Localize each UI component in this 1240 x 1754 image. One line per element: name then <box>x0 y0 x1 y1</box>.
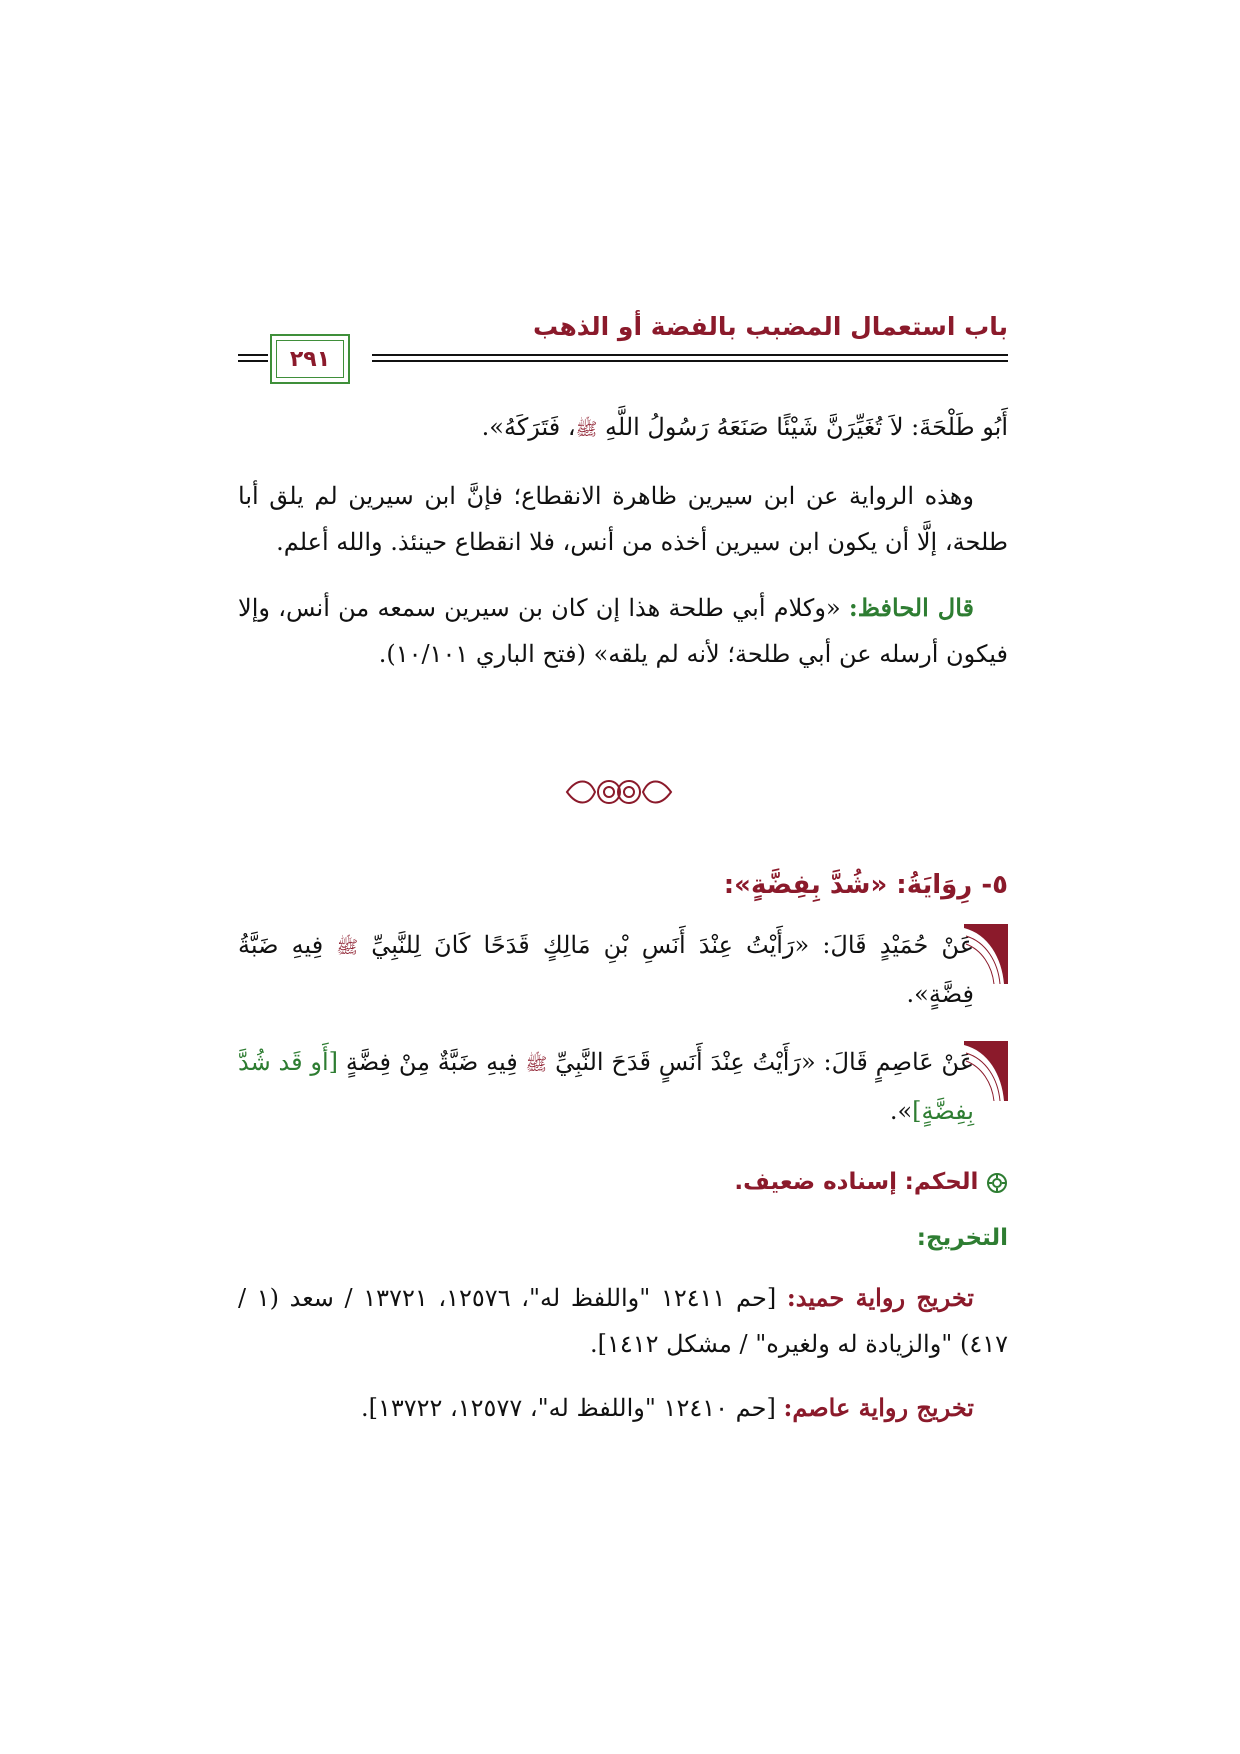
header-rule-top <box>372 354 1008 356</box>
takhrij2-label: تخريج رواية عاصم: <box>783 1393 974 1422</box>
header-rule-left-top <box>238 354 268 356</box>
takhrij-asim <box>238 1385 1008 1431</box>
hadith2-addition: [أَو قَد شُدَّ بِفِضَّةٍ] <box>238 1048 974 1125</box>
hukm-label: الحكم: <box>904 1169 979 1195</box>
takhrij-humaid <box>238 1275 1008 1367</box>
paragraph-hafiz <box>238 585 1008 677</box>
chapter-title: باب استعمال المضبب بالفضة أو الذهب <box>533 312 1008 341</box>
corner-ornament <box>964 924 1008 984</box>
hafiz-label: قال الحافظ: <box>848 593 974 622</box>
honorific-glyph: ﷺ <box>575 419 598 440</box>
paragraph-commentary: وهذه الرواية عن ابن سيرين ظاهرة الانقطاع؛ فإنَّ ابن سيرين لم يلق أبا طلحة، إلَّا أن يكون ابن سيرين أخذه من أنس، فلا انقطاع حينئذ. والله أعلم. <box>238 482 1008 556</box>
hadith1-part-a: عَنْ حُمَيْدٍ قَالَ: «رَأَيْتُ عِنْدَ أَنَسِ بْنِ مَالِكٍ قَدَحًا كَانَ لِلنَّبِيِّ <box>371 931 975 959</box>
honorific-glyph: ﷺ <box>525 1054 548 1075</box>
ornament-divider <box>559 770 679 814</box>
paragraph-hadith-end <box>238 404 1008 453</box>
header-rule-bottom <box>372 360 1008 362</box>
hadith2-end: ». <box>889 1097 913 1125</box>
p1-end: ، فَتَرَكَهُ». <box>481 413 576 441</box>
p1-text: أَبُو طَلْحَةَ: لاَ تُغَيِّرَنَّ شَيْئًا صَنَعَهُ رَسُولُ اللَّهِ <box>605 413 1008 441</box>
takhrij2-text: [حم ١٢٤١٠ "واللفظ له"، ١٢٥٧٧، ١٣٧٢٢]. <box>360 1394 776 1422</box>
takhrij1-text: [حم ١٢٤١١ "واللفظ له"، ١٢٥٧٦، ١٣٧٢١ / سعد (١ / ٤١٧) "والزيادة له ولغيره" / مشكل ١٤١٢]. <box>238 1284 1008 1358</box>
hadith2-part-b: فِيهِ ضَبَّةٌ مِنْ فِضَّةٍ <box>345 1048 518 1076</box>
hadith-humaid-text <box>238 922 974 1017</box>
hadith-humaid <box>238 922 1008 1017</box>
hadith-asim-text <box>238 1039 974 1134</box>
hadith2-part-a: عَنْ عَاصِمٍ قَالَ: «رَأَيْتُ عِنْدَ أَنَسٍ قَدَحَ النَّبِيِّ <box>555 1048 975 1076</box>
section-heading: ٥- رِوَايَةُ: «شُدَّ بِفِضَّةٍ»: <box>723 870 1008 900</box>
header-rule-left-bottom <box>238 360 268 362</box>
rosette-icon <box>986 1172 1008 1194</box>
takhrij1-label: تخريج رواية حميد: <box>786 1283 974 1312</box>
honorific-glyph: ﷺ <box>336 937 359 958</box>
hukm-line <box>238 1158 1008 1205</box>
content-top <box>238 404 1008 677</box>
hafiz-text: «وكلام أبي طلحة هذا إن كان بن سيرين سمعه من أنس، وإلا فيكون أرسله عن أبي طلحة؛ لأنه لم يلقه» (فتح الباري ١٠/١٠١). <box>238 594 1008 668</box>
page-number: ٢٩١ <box>289 346 331 372</box>
page-header <box>238 312 1008 392</box>
hukm-value: إسناده ضعيف. <box>734 1169 897 1195</box>
page-number-frame <box>270 334 350 384</box>
content-section-5 <box>238 862 1008 1431</box>
takhrij-heading: التخريج: <box>916 1225 1008 1251</box>
corner-ornament <box>964 1041 1008 1101</box>
hadith1-part-b: فِيهِ ضَبَّةُ فِضَّةٍ». <box>238 931 974 1008</box>
hadith-asim <box>238 1039 1008 1134</box>
